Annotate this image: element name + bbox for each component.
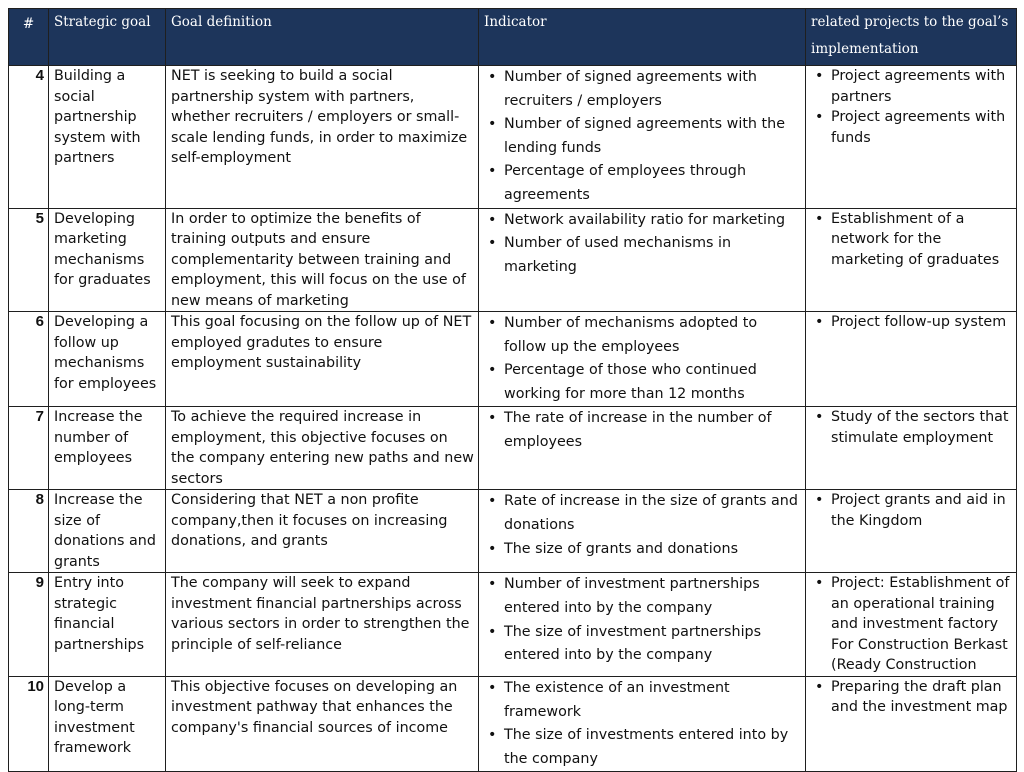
projects-cell	[806, 676, 1017, 771]
projects-list	[811, 677, 1012, 718]
table-row	[9, 407, 1017, 490]
goal-definition-cell: This objective focuses on developing an investment pathway that enhances the company's financial sources of income	[166, 676, 479, 771]
project-item: • Preparing the draft plan and the investment map	[831, 677, 1012, 718]
strategic-goal-cell: Increase the size of donations and grants	[49, 490, 166, 573]
table-row	[9, 208, 1017, 312]
projects-list	[811, 312, 1012, 333]
table-row	[9, 573, 1017, 677]
indicator-item: • The size of grants and donations	[504, 538, 801, 562]
indicator-cell	[479, 407, 806, 490]
strategic-goal-cell: Increase the number of employees	[49, 407, 166, 490]
indicator-list	[484, 312, 801, 406]
indicator-item: • The size of investments entered into by the company	[504, 724, 801, 771]
indicator-cell	[479, 312, 806, 407]
indicator-item: • The size of investment partnerships entered into by the company	[504, 621, 801, 668]
indicator-item: • Number of signed agreements with the lending funds	[504, 113, 801, 160]
indicator-cell	[479, 208, 806, 312]
strategic-goals-table	[8, 8, 1017, 772]
indicator-list	[484, 677, 801, 771]
projects-list	[811, 573, 1012, 676]
row-number: 5	[9, 208, 49, 312]
header-row	[9, 9, 1017, 66]
table-row	[9, 490, 1017, 573]
row-number: 7	[9, 407, 49, 490]
projects-cell	[806, 208, 1017, 312]
projects-list	[811, 209, 1012, 271]
indicator-cell	[479, 490, 806, 573]
header-indicator: Indicator	[479, 9, 806, 66]
indicator-list	[484, 407, 801, 454]
strategic-goal-cell: Developing a follow up mechanisms for employees	[49, 312, 166, 407]
indicator-item: • Number of signed agreements with recruiters / employers	[504, 66, 801, 113]
goal-definition-cell: Considering that NET a non profite company,then it focuses on increasing donations, and grants	[166, 490, 479, 573]
strategic-goal-cell: Building a social partnership system with partners	[49, 66, 166, 209]
row-number: 10	[9, 676, 49, 771]
projects-list	[811, 407, 1012, 448]
goal-definition-cell: In order to optimize the benefits of training outputs and ensure complementarity between training and employment, this will focus on the use of new means of marketing	[166, 208, 479, 312]
row-number: 9	[9, 573, 49, 677]
projects-cell	[806, 66, 1017, 209]
indicator-item: • Percentage of those who continued working for more than 12 months	[504, 359, 801, 406]
project-item: • Project grants and aid in the Kingdom	[831, 490, 1012, 531]
strategic-goal-cell: Develop a long-term investment framework	[49, 676, 166, 771]
project-item: • Project agreements with funds	[831, 107, 1012, 148]
goal-definition-cell: This goal focusing on the follow up of NET employed gradutes to ensure employment sustainability	[166, 312, 479, 407]
indicator-item: • The existence of an investment framework	[504, 677, 801, 724]
indicator-item: • Rate of increase in the size of grants and donations	[504, 490, 801, 537]
table-row	[9, 312, 1017, 407]
strategic-goal-cell: Entry into strategic financial partnerships	[49, 573, 166, 677]
projects-list	[811, 66, 1012, 148]
indicator-item: • The rate of increase in the number of employees	[504, 407, 801, 454]
goal-definition-cell: To achieve the required increase in employment, this objective focuses on the company entering new paths and new sectors	[166, 407, 479, 490]
table-row	[9, 66, 1017, 209]
goal-definition-cell: The company will seek to expand investment financial partnerships across various sectors in order to strengthen the principle of self-reliance	[166, 573, 479, 677]
header-related-projects: related projects to the goal’s implementation	[806, 9, 1017, 66]
strategic-goal-cell: Developing marketing mechanisms for graduates	[49, 208, 166, 312]
project-item: • Project agreements with partners	[831, 66, 1012, 107]
indicator-list	[484, 573, 801, 667]
indicator-item: • Number of used mechanisms in marketing	[504, 232, 801, 279]
indicator-item: • Network availability ratio for marketing	[504, 209, 801, 233]
project-item: • Project: Establishment of an operational training and investment factory For Construction Berkast (Ready Construction	[831, 573, 1012, 676]
goal-definition-cell: NET is seeking to build a social partnership system with partners, whether recruiters / employers or small-scale lending funds, in order to maximize self-employment	[166, 66, 479, 209]
indicator-cell	[479, 66, 806, 209]
projects-cell	[806, 490, 1017, 573]
header-strategic-goal: Strategic goal	[49, 9, 166, 66]
project-item: • Project follow-up system	[831, 312, 1012, 333]
row-number: 4	[9, 66, 49, 209]
indicator-cell	[479, 573, 806, 677]
projects-list	[811, 490, 1012, 531]
indicator-list	[484, 209, 801, 280]
projects-cell	[806, 312, 1017, 407]
header-number: #	[9, 9, 49, 66]
indicator-item: • Number of mechanisms adopted to follow up the employees	[504, 312, 801, 359]
project-item: • Establishment of a network for the marketing of graduates	[831, 209, 1012, 271]
table-row	[9, 676, 1017, 771]
indicator-list	[484, 66, 801, 208]
projects-cell	[806, 573, 1017, 677]
indicator-cell	[479, 676, 806, 771]
row-number: 8	[9, 490, 49, 573]
project-item: • Study of the sectors that stimulate employment	[831, 407, 1012, 448]
header-goal-definition: Goal definition	[166, 9, 479, 66]
indicator-item: • Number of investment partnerships entered into by the company	[504, 573, 801, 620]
row-number: 6	[9, 312, 49, 407]
indicator-item: • Percentage of employees through agreements	[504, 160, 801, 207]
projects-cell	[806, 407, 1017, 490]
indicator-list	[484, 490, 801, 561]
